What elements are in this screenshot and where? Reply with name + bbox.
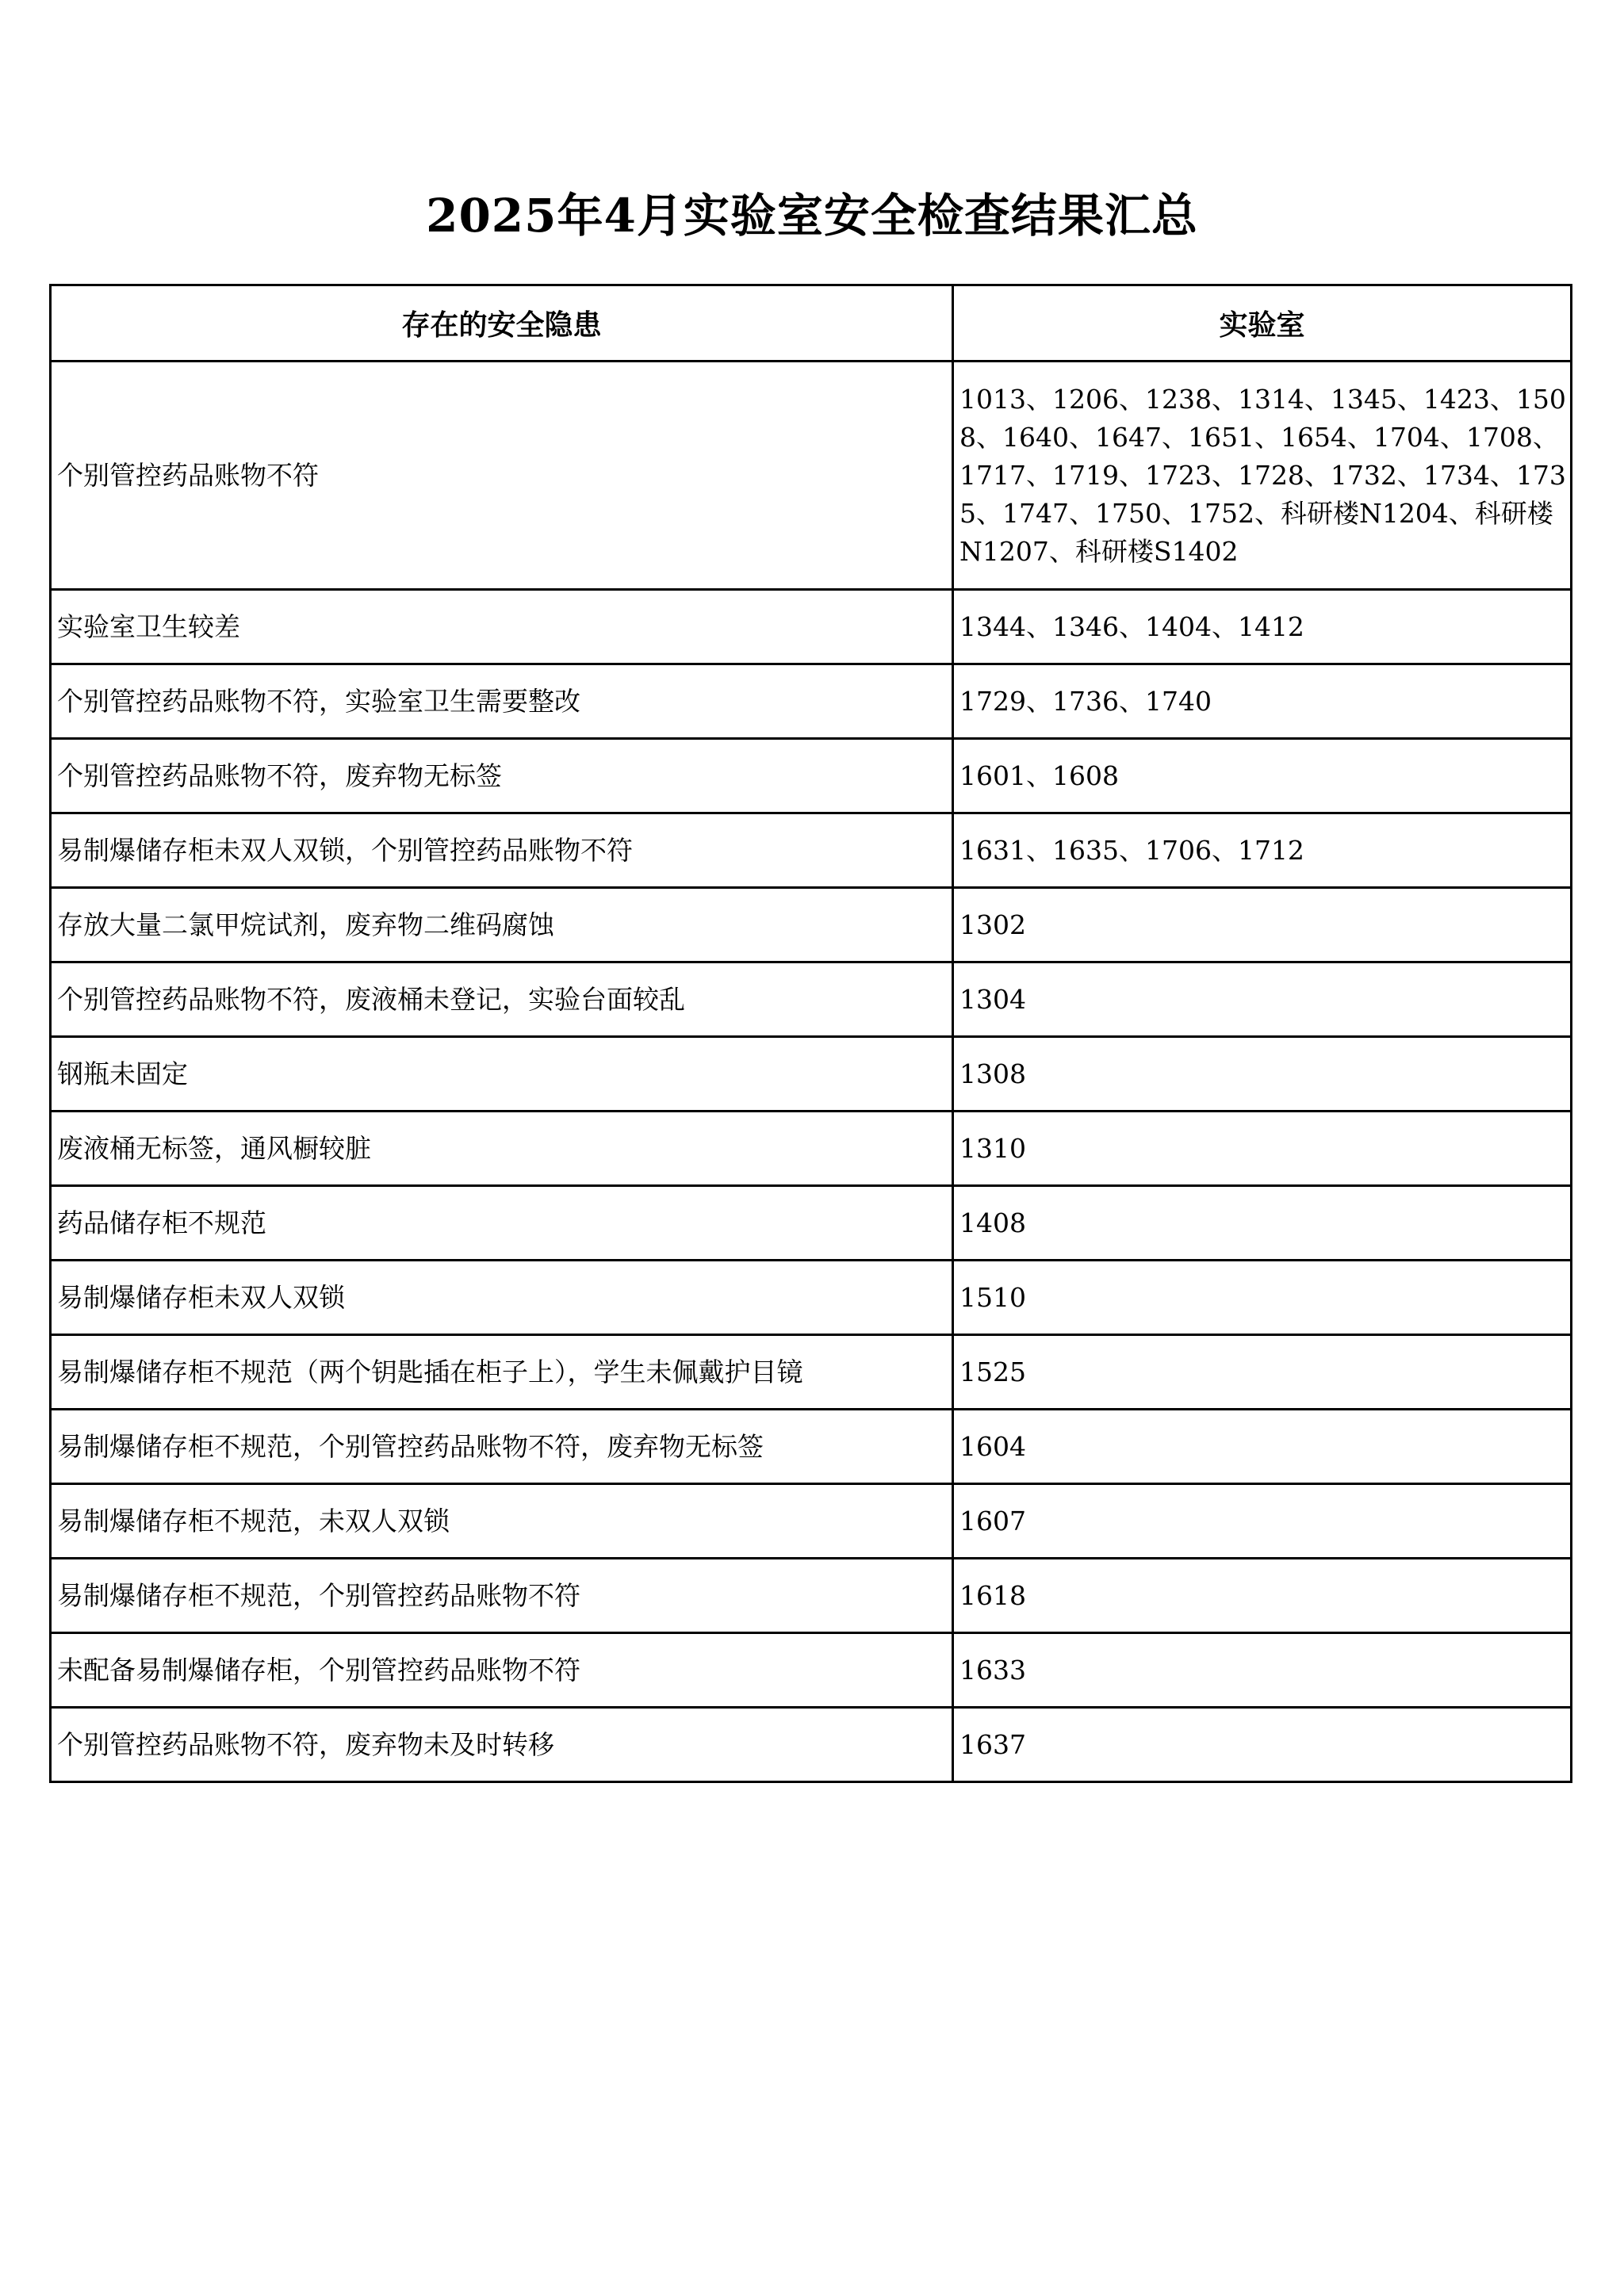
issue-cell: 药品储存柜不规范 [51, 1186, 953, 1261]
labs-cell: 1633 [953, 1633, 1572, 1708]
table-row [51, 888, 1572, 962]
issue-cell: 易制爆储存柜不规范，个别管控药品账物不符，废弃物无标签 [51, 1410, 953, 1484]
issue-cell: 实验室卫生较差 [51, 590, 953, 664]
labs-cell: 1308 [953, 1037, 1572, 1112]
labs-cell: 1408 [953, 1186, 1572, 1261]
issue-cell: 个别管控药品账物不符 [51, 362, 953, 590]
labs-cell: 1525 [953, 1335, 1572, 1410]
page-title: 2025年4月实验室安全检查结果汇总 [426, 189, 1198, 243]
issue-cell: 个别管控药品账物不符，实验室卫生需要整改 [51, 664, 953, 739]
table-row [51, 1261, 1572, 1335]
table-row [51, 1335, 1572, 1410]
issue-cell: 钢瓶未固定 [51, 1037, 953, 1112]
issue-cell: 未配备易制爆储存柜，个别管控药品账物不符 [51, 1633, 953, 1708]
labs-cell: 1637 [953, 1708, 1572, 1782]
table-row [51, 1186, 1572, 1261]
table-row [51, 739, 1572, 813]
labs-cell: 1344、1346、1404、1412 [953, 590, 1572, 664]
labs-cell: 1729、1736、1740 [953, 664, 1572, 739]
labs-cell: 1013、1206、1238、1314、1345、1423、1508、1640、1647、1651、1654、1704、1708、1717、1719、1723、1728、1732、1734、1735、1747、1750、1752、科研楼N1204、科研楼N1207、科研楼S1402 [953, 362, 1572, 590]
table-row [51, 664, 1572, 739]
labs-cell: 1607 [953, 1484, 1572, 1559]
table-row [51, 1112, 1572, 1186]
issue-cell: 易制爆储存柜不规范（两个钥匙插在柜子上），学生未佩戴护目镜 [51, 1335, 953, 1410]
labs-cell: 1631、1635、1706、1712 [953, 813, 1572, 888]
header-labs: 实验室 [953, 285, 1572, 362]
table-row [51, 590, 1572, 664]
table-row [51, 1484, 1572, 1559]
labs-cell: 1310 [953, 1112, 1572, 1186]
inspection-results-table [49, 284, 1572, 1783]
header-issue: 存在的安全隐患 [51, 285, 953, 362]
issue-cell: 易制爆储存柜不规范，个别管控药品账物不符 [51, 1559, 953, 1633]
labs-cell: 1510 [953, 1261, 1572, 1335]
table-row [51, 1708, 1572, 1782]
issue-cell: 个别管控药品账物不符，废液桶未登记，实验台面较乱 [51, 962, 953, 1037]
issue-cell: 易制爆储存柜未双人双锁，个别管控药品账物不符 [51, 813, 953, 888]
labs-cell: 1604 [953, 1410, 1572, 1484]
labs-cell: 1618 [953, 1559, 1572, 1633]
table-row [51, 362, 1572, 590]
issue-cell: 废液桶无标签，通风橱较脏 [51, 1112, 953, 1186]
issue-cell: 个别管控药品账物不符，废弃物无标签 [51, 739, 953, 813]
table-row [51, 1633, 1572, 1708]
issue-cell: 存放大量二氯甲烷试剂，废弃物二维码腐蚀 [51, 888, 953, 962]
labs-cell: 1302 [953, 888, 1572, 962]
labs-cell: 1304 [953, 962, 1572, 1037]
table-row [51, 1559, 1572, 1633]
table-row [51, 813, 1572, 888]
labs-cell: 1601、1608 [953, 739, 1572, 813]
table-row [51, 1410, 1572, 1484]
issue-cell: 易制爆储存柜不规范，未双人双锁 [51, 1484, 953, 1559]
table-row [51, 1037, 1572, 1112]
table-row [51, 962, 1572, 1037]
table-header-row [51, 285, 1572, 362]
issue-cell: 个别管控药品账物不符，废弃物未及时转移 [51, 1708, 953, 1782]
issue-cell: 易制爆储存柜未双人双锁 [51, 1261, 953, 1335]
